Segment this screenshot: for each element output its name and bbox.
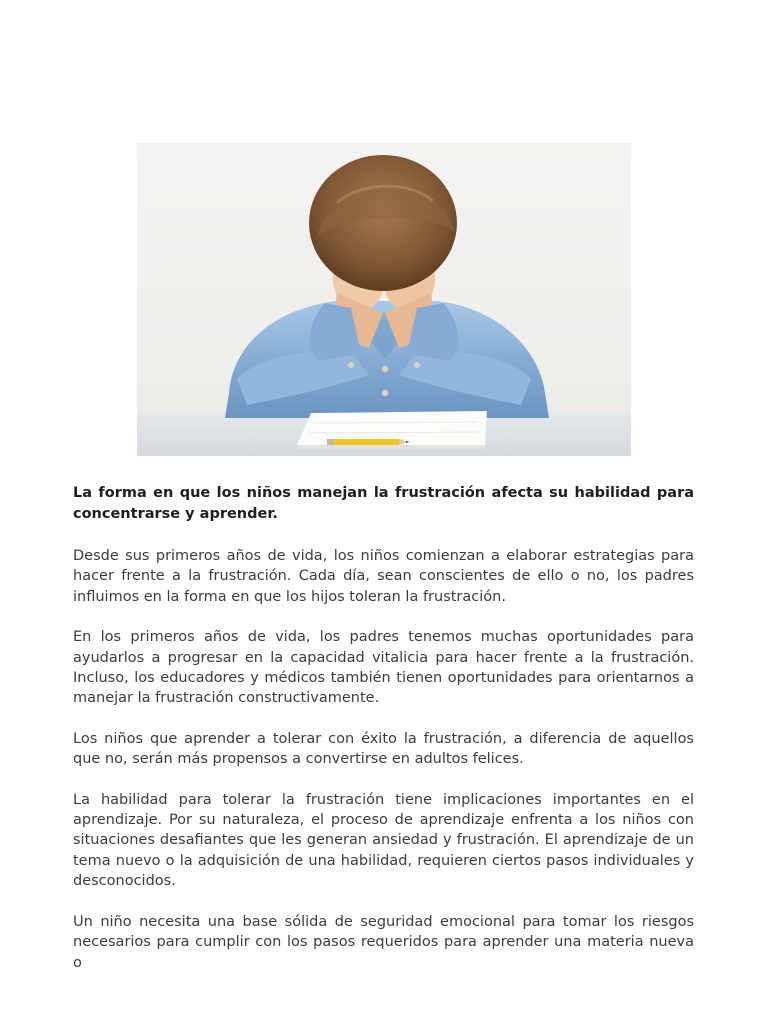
paragraph-5: Un niño necesita una base sólida de seguridad emocional para tomar los riesgos necesarios para cumplir con los pasos requeridos para aprender una materia nueva o (73, 913, 694, 971)
article-lead: La forma en que los niños manejan la frustración afecta su habilidad para concentrarse y aprender. (73, 485, 694, 522)
paragraph-3: Los niños que aprender a tolerar con éxito la frustración, a diferencia de aquellos que no, serán más propensos a convertirse en adultos felices. (73, 730, 694, 768)
paragraph-2: En los primeros años de vida, los padres tenemos muchas oportunidades para ayudarlos a progresar en la capacidad vitalicia para hacer frente a la frustración. Incluso, los educadores y médicos también tienen oportunidades para orientarnos a manejar la frustración constructivamente. (73, 629, 694, 707)
child-illustration (137, 143, 631, 456)
article-body (73, 483, 694, 993)
paragraph-4: La habilidad para tolerar la frustración tiene implicaciones importantes en el aprendizaje. Por su naturaleza, el proceso de aprendizaje enfrenta a los niños con situaciones desafiantes que les generan ansiedad y frustración. El aprendizaje de un tema nuevo o la adquisición de una habilidad, requieren ciertos pasos individuales y desconocidos. (73, 791, 694, 890)
paragraph-1: Desde sus primeros años de vida, los niños comienzan a elaborar estrategias para hacer frente a la frustración. Cada día, sean conscientes de ello o no, los padres influimos en la forma en que los hijos toleran la frustración. (73, 548, 694, 605)
frustrated-child-photo (137, 143, 631, 456)
